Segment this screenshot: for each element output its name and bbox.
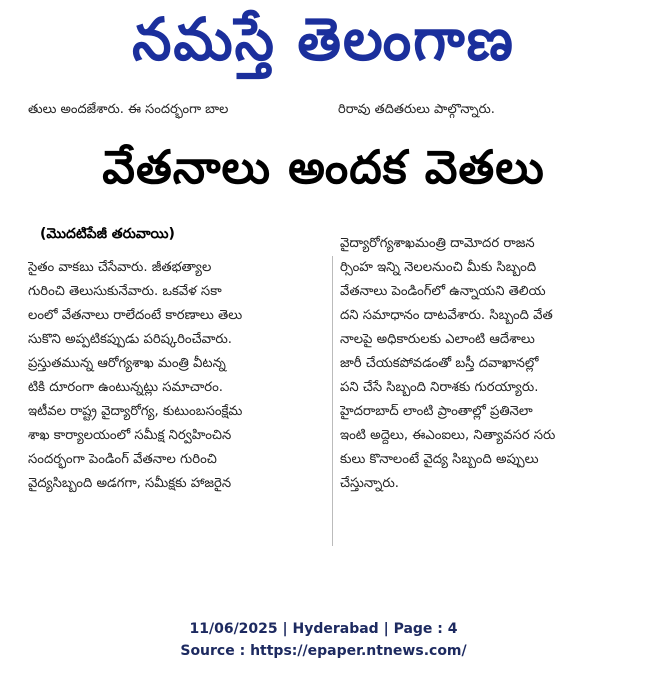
footer-dateline: 11/06/2025 | Hyderabad | Page : 4 (189, 621, 458, 637)
body-line: ఇటీవల రాష్ట్ర వైద్యారోగ్య, కుటుంబసంక్షేమ (28, 404, 243, 419)
body-line: ప్రస్తుతమున్న ఆరోగ్యశాఖ మంత్రి వీటన్న (28, 356, 226, 371)
body-line: జారీ చేయకపోవడంతో బస్తీ దవాఖానల్లో (340, 356, 539, 371)
body-line: చేస్తున్నారు. (340, 476, 399, 491)
body-line: గురించి తెలుసుకునేవారు. ఒకవేళ సకా (28, 284, 222, 299)
article-clipping (0, 92, 647, 598)
body-line: సందర్భంగా పెండింగ్ వేతనాల గురించి (28, 452, 217, 467)
body-line: లంలో వేతనాలు రాలేదంటే కారణాలు తెలు (28, 308, 243, 323)
footer-source: Source : https://epaper.ntnews.com/ (180, 643, 467, 659)
masthead-title: నమస్తే తెలంగాణ (132, 5, 515, 74)
body-line: పని చేసే సిబ్బంది నిరాశకు గురయ్యారు. (340, 380, 539, 395)
body-line: వైద్యసిబ్బంది అడగగా, సమీక్షకు హాజరైన (28, 476, 232, 491)
body-line: హైదరాబాద్ లాంటి ప్రాంతాల్లో ప్రతినెలా (340, 404, 533, 419)
body-line: నాలపై అధికారులకు ఎలాంటి ఆదేశాలు (340, 332, 535, 347)
body-line: వేతనాలు పెండింగ్‌లో ఉన్నాయని తెలియ (340, 284, 546, 299)
body-line: సుకొని అప్పటికప్పుడు పరిష్కరించేవారు. (28, 332, 233, 347)
footer-caption (0, 618, 647, 662)
continued-label: (మొదటిపేజీ తరువాయి) (40, 226, 175, 242)
body-line: టికి దూరంగా ఉంటున్నట్లు సమాచారం. (28, 380, 223, 395)
right-column (340, 232, 622, 496)
article-headline: వేతనాలు అందక వెతలు (102, 140, 545, 194)
previous-article-line-right: రిరావు తదితరులు పాల్గొన్నారు. (338, 102, 495, 117)
body-line: వైద్యారోగ్యశాఖమంత్రి దామోదర రాజన (340, 236, 535, 251)
masthead-logo (0, 6, 647, 88)
body-line: దని సమాధానం దాటవేశారు. సిబ్బంది వేత (340, 308, 553, 323)
body-line: శాఖ కార్యాలయంలో సమీక్ష నిర్వహించిన (28, 428, 232, 443)
left-column (28, 256, 333, 546)
previous-article-line-left: తులు అందజేశారు. ఈ సందర్భంగా బాల (28, 102, 229, 117)
body-line: ఇంటి అద్దెలు, ఈఎంఐలు, నిత్యావసర సరు (340, 428, 556, 443)
body-line: సైతం వాకబు చేసేవారు. జీతభత్యాల (28, 260, 212, 275)
body-line: కులు కొనాలంటే వైద్య సిబ్బంది అప్పులు (340, 452, 539, 467)
body-line: ర్సింహ ఇన్ని నెలలనుంచి మీకు సిబ్బంది (340, 260, 537, 275)
